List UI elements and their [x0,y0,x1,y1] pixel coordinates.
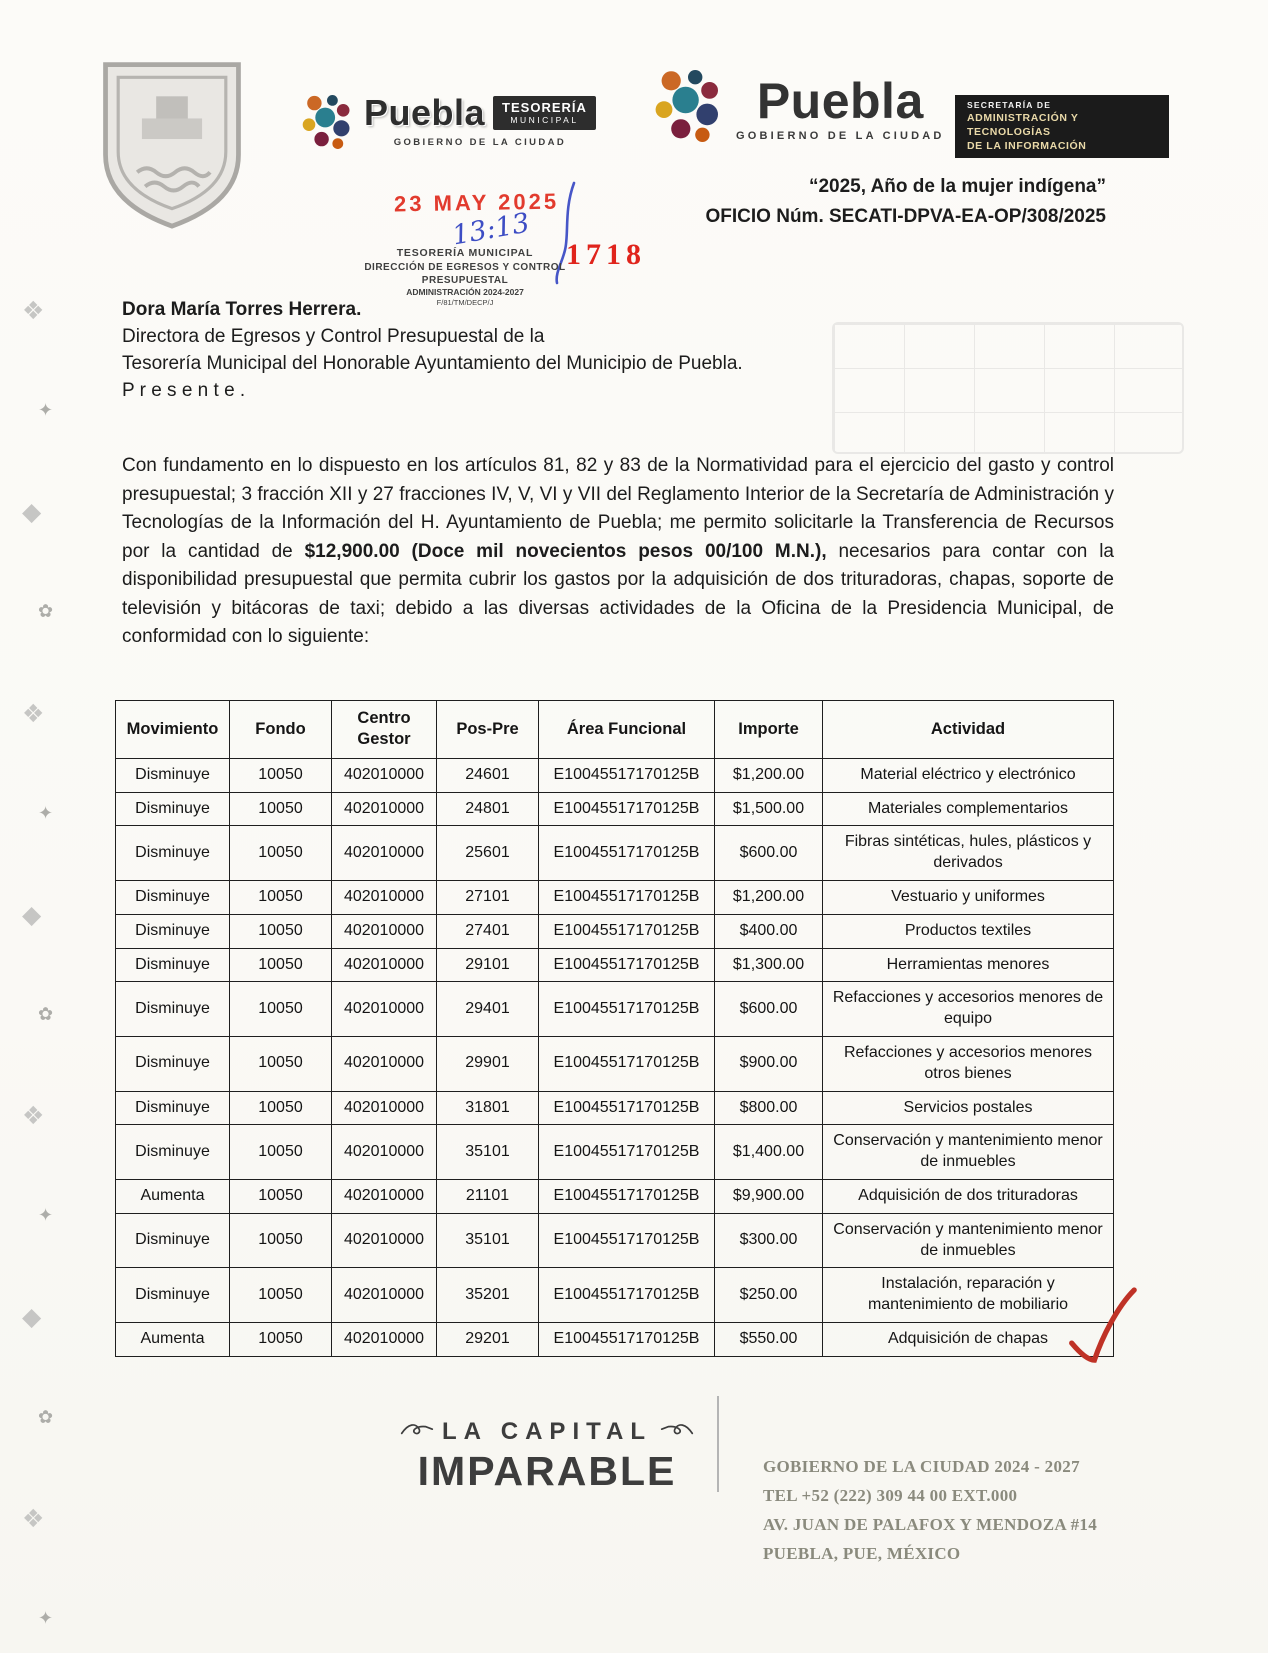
flourish-left-icon [400,1420,434,1445]
cell-pos-pre: 21101 [437,1180,539,1214]
cell-fondo: 10050 [230,948,332,982]
cell-importe: $600.00 [715,826,823,881]
cell-importe: $400.00 [715,914,823,948]
cell-movimiento: Disminuye [116,1091,230,1125]
received-date-stamp: 23 MAY 2025 [393,188,560,217]
paragraph-text: necesarios para contar con la disponibilidad presupuestal que permita cubrir los gastos por la adquisición de dos trituradoras, chapas, soporte de televisión y bitácoras de taxi; debido a las diversas actividades de la Oficina de la Presidencia Municipal, de conformidad con lo siguiente: [122,540,1114,647]
cell-movimiento: Disminuye [116,1037,230,1092]
footer-divider [717,1396,719,1492]
ornament-icon: ✦ [38,400,54,422]
ornament-icon: ✿ [38,1406,54,1428]
cell-centro-gestor: 402010000 [332,758,437,792]
stamp-line: DIRECCIÓN DE EGRESOS Y CONTROL [364,261,566,273]
bleed-through-artifact [832,322,1184,454]
addressee-block [122,296,743,404]
transfer-table [115,700,1114,1357]
cell-actividad: Adquisición de dos trituradoras [823,1180,1114,1214]
ornament-icon: ◆ [22,899,42,929]
cell-fondo: 10050 [230,1323,332,1357]
cell-actividad: Productos textiles [823,914,1114,948]
cell-importe: $900.00 [715,1037,823,1092]
cell-fondo: 10050 [230,1268,332,1323]
tesoreria-badge-line1: TESORERÍA [502,99,587,115]
cell-importe: $1,200.00 [715,758,823,792]
cell-centro-gestor: 402010000 [332,948,437,982]
tesoreria-badge-line2: MUNICIPAL [510,114,579,125]
ornament-icon: ✿ [38,1003,54,1025]
cell-area-funcional: E10045517170125B [539,1091,715,1125]
cell-actividad: Herramientas menores [823,948,1114,982]
ornament-icon: ✦ [38,1607,54,1629]
cell-importe: $550.00 [715,1323,823,1357]
col-header-fondo: Fondo [230,701,332,759]
cell-area-funcional: E10045517170125B [539,1268,715,1323]
cell-fondo: 10050 [230,826,332,881]
cell-pos-pre: 35101 [437,1125,539,1180]
puebla-wordmark-tesoreria: Puebla [364,92,486,133]
cell-actividad: Conservación y mantenimiento menor de inmuebles [823,1213,1114,1268]
cell-pos-pre: 24601 [437,758,539,792]
amount-bold-text: $12,900.00 (Doce mil novecientos pesos 00/100 M.N.), [304,540,827,562]
cell-fondo: 10050 [230,1213,332,1268]
cell-area-funcional: E10045517170125B [539,881,715,915]
paragraph-text: Con fundamento en lo dispuesto en los artículos 81, 82 y 83 de la Normatividad para el ejercicio del gasto y control presupuestal; 3 fracción XII y 27 fracciones IV, V, VI y VII del Reglamento Interior de la Secretaría de Administración y Tecnologías de la Información del H. Ayuntamiento de Puebla; me permito solicitarle la Transferencia de Recursos por la cantidad de [122,455,1114,562]
gov-line: AV. JUAN DE PALAFOX Y MENDOZA #14 [763,1515,1098,1534]
secretaria-line3: DE LA INFORMACIÓN [967,140,1087,153]
cell-actividad: Refacciones y accesorios menores de equipo [823,982,1114,1037]
table-row [116,1091,1114,1125]
cell-fondo: 10050 [230,982,332,1037]
ornament-icon: ✿ [38,601,54,623]
cell-centro-gestor: 402010000 [332,1323,437,1357]
gov-line: TEL +52 (222) 309 44 00 EXT.000 [763,1486,1018,1505]
handwritten-time: 13:13 [449,207,532,252]
col-header-actividad: Actividad [823,701,1114,759]
ornament-icon: ❖ [22,296,45,325]
table-row [116,982,1114,1037]
cell-movimiento: Disminuye [116,1125,230,1180]
table-row [116,792,1114,826]
cell-pos-pre: 29201 [437,1323,539,1357]
cell-pos-pre: 35101 [437,1213,539,1268]
cell-area-funcional: E10045517170125B [539,1125,715,1180]
addressee-salutation: P r e s e n t e . [122,380,246,401]
city-crest-icon [92,52,252,239]
cell-importe: $600.00 [715,982,823,1037]
cell-actividad: Conservación y mantenimiento menor de inmuebles [823,1125,1114,1180]
cell-actividad: Servicios postales [823,1091,1114,1125]
table-row [116,1213,1114,1268]
cell-actividad: Instalación, reparación y mantenimiento de mobiliario [823,1268,1114,1323]
cell-actividad: Refacciones y accesorios menores otros bienes [823,1037,1114,1092]
tesoreria-logo [300,92,596,157]
body-paragraph [122,452,1114,652]
capital-imparable-logo [392,1418,702,1495]
cell-importe: $1,300.00 [715,948,823,982]
table-row [116,1268,1114,1323]
table-row [116,914,1114,948]
table-row [116,758,1114,792]
cell-pos-pre: 24801 [437,792,539,826]
cell-area-funcional: E10045517170125B [539,1213,715,1268]
ornament-icon: ◆ [22,1302,42,1332]
table-row [116,826,1114,881]
ornament-icon: ✦ [38,1205,54,1227]
ornament-icon: ❖ [22,1503,45,1533]
cell-importe: $250.00 [715,1268,823,1323]
cell-area-funcional: E10045517170125B [539,948,715,982]
gov-line: GOBIERNO DE LA CIUDAD 2024 - 2027 [763,1457,1080,1476]
cell-movimiento: Disminuye [116,1213,230,1268]
cell-pos-pre: 29401 [437,982,539,1037]
cell-centro-gestor: 402010000 [332,914,437,948]
secretaria-banner [955,95,1169,158]
stamp-line: TESORERÍA MUNICIPAL [396,247,534,259]
folio-number: 1718 [566,238,646,271]
gobierno-subtitle-city: GOBIERNO DE LA CIUDAD [736,129,945,142]
cell-movimiento: Aumenta [116,1323,230,1357]
cell-movimiento: Aumenta [116,1180,230,1214]
cell-centro-gestor: 402010000 [332,1213,437,1268]
stamp-line: ADMINISTRACIÓN 2024-2027 [406,286,524,297]
cell-pos-pre: 29101 [437,948,539,982]
cell-centro-gestor: 402010000 [332,1268,437,1323]
cell-pos-pre: 31801 [437,1091,539,1125]
ornament-icon: ❖ [22,698,45,728]
cell-pos-pre: 27401 [437,914,539,948]
puebla-city-logo [652,66,945,151]
capital-logo-line1: LA CAPITAL [442,1418,652,1445]
cell-pos-pre: 35201 [437,1268,539,1323]
cell-area-funcional: E10045517170125B [539,1323,715,1357]
cell-importe: $800.00 [715,1091,823,1125]
cell-centro-gestor: 402010000 [332,792,437,826]
cell-movimiento: Disminuye [116,758,230,792]
margin-ornaments [14,298,70,1628]
cell-centro-gestor: 402010000 [332,1125,437,1180]
cell-fondo: 10050 [230,914,332,948]
col-header-area-funcional: Área Funcional [539,701,715,759]
cell-centro-gestor: 402010000 [332,881,437,915]
cell-movimiento: Disminuye [116,792,230,826]
transfer-table-header [116,701,1114,759]
cell-area-funcional: E10045517170125B [539,826,715,881]
cell-movimiento: Disminuye [116,826,230,881]
gobierno-subtitle-tesoreria: GOBIERNO DE LA CIUDAD [393,137,567,148]
cell-fondo: 10050 [230,758,332,792]
col-header-importe: Importe [715,701,823,759]
col-header-centro-gestor: Centro Gestor [332,701,437,759]
addressee-title-line1: Directora de Egresos y Control Presupuestal de la [122,326,545,347]
cell-centro-gestor: 402010000 [332,982,437,1037]
table-row [116,1323,1114,1357]
table-row [116,1125,1114,1180]
cell-area-funcional: E10045517170125B [539,1037,715,1092]
cell-centro-gestor: 402010000 [332,1180,437,1214]
cell-actividad: Vestuario y uniformes [823,881,1114,915]
flourish-right-icon [660,1420,694,1445]
table-row [116,881,1114,915]
tesoreria-badge [493,96,596,131]
secretaria-line2: ADMINISTRACIÓN Y TECNOLOGÍAS [967,111,1079,139]
secretaria-line1: SECRETARÍA DE [967,99,1052,110]
capital-logo-line2: IMPARABLE [417,1448,677,1494]
transfer-table-body [116,758,1114,1356]
table-row [116,1180,1114,1214]
year-slogan: “2025, Año de la mujer indígena” [808,176,1106,197]
puebla-wordmark-city: Puebla [756,73,924,130]
talavera-icon [652,66,724,151]
addressee-title-line2: Tesorería Municipal del Honorable Ayuntamiento del Municipio de Puebla. [122,353,743,374]
cell-area-funcional: E10045517170125B [539,758,715,792]
cell-area-funcional: E10045517170125B [539,792,715,826]
cell-centro-gestor: 402010000 [332,1037,437,1092]
cell-area-funcional: E10045517170125B [539,982,715,1037]
cell-fondo: 10050 [230,881,332,915]
cell-importe: $9,900.00 [715,1180,823,1214]
talavera-icon [300,92,354,157]
cell-importe: $1,500.00 [715,792,823,826]
red-checkmark-icon [1066,1284,1138,1373]
cell-fondo: 10050 [230,792,332,826]
header-row [116,701,1114,759]
cell-fondo: 10050 [230,1125,332,1180]
cell-actividad: Material eléctrico y electrónico [823,758,1114,792]
cell-fondo: 10050 [230,1091,332,1125]
col-header-pos-pre: Pos-Pre [437,701,539,759]
government-address-block [763,1452,1097,1568]
cell-centro-gestor: 402010000 [332,1091,437,1125]
cell-pos-pre: 29901 [437,1037,539,1092]
stamp-line: F/81/TM/DECP/J [436,297,494,307]
gov-line: PUEBLA, PUE, MÉXICO [763,1544,961,1563]
cell-pos-pre: 25601 [437,826,539,881]
cell-fondo: 10050 [230,1180,332,1214]
stamp-line: PRESUPUESTAL [421,274,509,286]
cell-area-funcional: E10045517170125B [539,914,715,948]
cell-fondo: 10050 [230,1037,332,1092]
letterhead-right [706,176,1107,228]
cell-actividad: Materiales complementarios [823,792,1114,826]
table-row [116,948,1114,982]
oficio-number: OFICIO Núm. SECATI-DPVA-EA-OP/308/2025 [705,206,1106,227]
ornament-icon: ❖ [22,1101,45,1131]
col-header-movimiento: Movimiento [116,701,230,759]
cell-movimiento: Disminuye [116,982,230,1037]
cell-movimiento: Disminuye [116,914,230,948]
table-row [116,1037,1114,1092]
cell-actividad: Adquisición de chapas [823,1323,1114,1357]
addressee-name: Dora María Torres Herrera. [122,299,362,320]
cell-importe: $1,400.00 [715,1125,823,1180]
cell-actividad: Fibras sintéticas, hules, plásticos y derivados [823,826,1114,881]
cell-movimiento: Disminuye [116,948,230,982]
cell-area-funcional: E10045517170125B [539,1180,715,1214]
ornament-icon: ✦ [38,802,54,824]
cell-centro-gestor: 402010000 [332,826,437,881]
cell-importe: $300.00 [715,1213,823,1268]
cell-pos-pre: 27101 [437,881,539,915]
cell-movimiento: Disminuye [116,881,230,915]
ornament-icon: ◆ [22,497,42,527]
cell-importe: $1,200.00 [715,881,823,915]
cell-movimiento: Disminuye [116,1268,230,1323]
